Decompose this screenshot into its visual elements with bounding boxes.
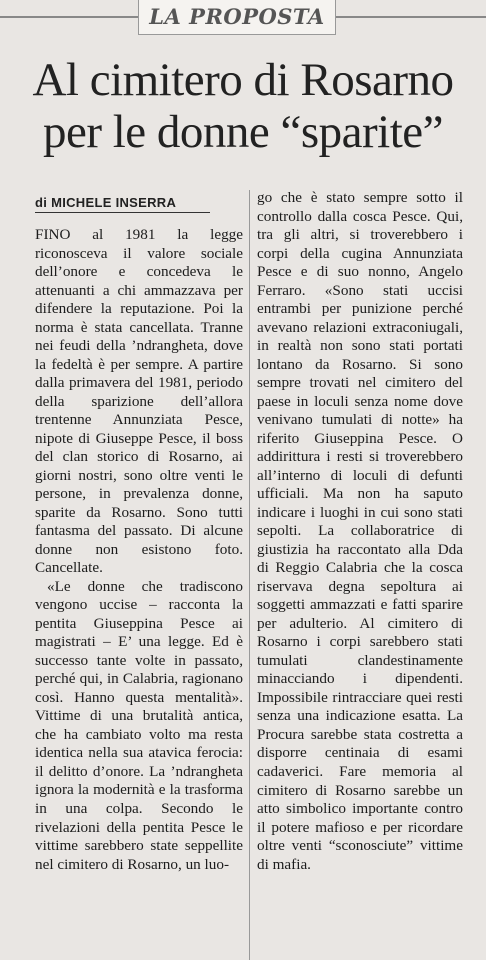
column-divider (249, 190, 250, 960)
section-label: LA PROPOSTA (149, 4, 325, 29)
headline-line-2: per le donne “sparite” (42, 106, 444, 158)
byline-underline (35, 212, 210, 213)
article-column-right (257, 189, 463, 874)
header-rule-left (0, 16, 138, 18)
article-paragraph: «Le donne che tradiscono vengono uccise – racconta la pentita Giuseppina Pesce ai magistrati – E’ una legge. Ed è successo tante volte in passato, perché qui, in Calabria, ragionano così. Hanno questa mentalità». Vittime di una brutalità antica, che ha cambiato volto ma resta identica nella sua atavica ferocia: il delitto d’onore. La ’ndrangheta ignora la modernità e la trasforma in una colpa. Secondo le rivelazioni della pentita Pesce le vittime sarebbero state seppellite nel cimitero di Rosarno, un luo- (35, 577, 243, 873)
headline-line-1: Al cimitero di Rosarno (32, 54, 454, 106)
byline: di MICHELE INSERRA (35, 195, 177, 210)
header-rule-right (334, 16, 486, 18)
article-paragraph: go che è stato sempre sotto il controllo dalla cosca Pesce. Qui, tra gli altri, si troverebbero i corpi della cugina Annunziata Pesce e di suo nonno, Angelo Ferraro. «Sono stati uccisi entrambi per punizione perché avevano relazioni extraconiugali, in realtà non sono stati portati lontano da Rosarno. Si sono sempre trovati nel cimitero del paese in loculi senza nome dove venivano tumulati di notte» ha riferito Giuseppina Pesce. O addirittura i resti si troverebbero all’interno di loculi di defunti ufficiali. Ma non ha saputo indicare i luoghi in cui sono stati sepolti. La collaboratrice di giustizia ha raccontato alla Dda di Reggio Calabria che la cosca riservava degna sepoltura ai soggetti ammazzati e fatti sparire per adulterio. Al cimitero di Rosarno i corpi sarebbero stati tumulati clandestinamente minacciando i dipendenti. Impossibile rintracciare quei resti senza una indicazione esatta. La Procura sarebbe stata costretta a disporre centinaia di esami cadaverici. Fare memoria al cimitero di Rosarno sarebbe un atto simbolico importante contro il potere mafioso e per ricordare oltre venti “sconosciute” vittime di mafia. (257, 189, 463, 873)
article-paragraph: FINO al 1981 la legge riconosceva il valore sociale dell’onore e concedeva le attenuanti a chi ammazzava per difendere la reputazione. Poi la norma è stata cancellata. Tranne nei feudi della ’ndrangheta, dove la fedeltà è per sempre. A partire dalla primavera del 1981, periodo della sparizione dell’allora trentenne Annunziata Pesce, nipote di Giuseppe Pesce, il boss del clan storico di Rosarno, ai giorni nostri, sono oltre venti le persone, in prevalenza donne, sparite da Rosarno. Sono tutti fantasma del passato. Di alcune donne non esistono foto. Cancellate. (35, 226, 243, 577)
article-column-left (35, 226, 243, 874)
section-header (138, 0, 336, 35)
